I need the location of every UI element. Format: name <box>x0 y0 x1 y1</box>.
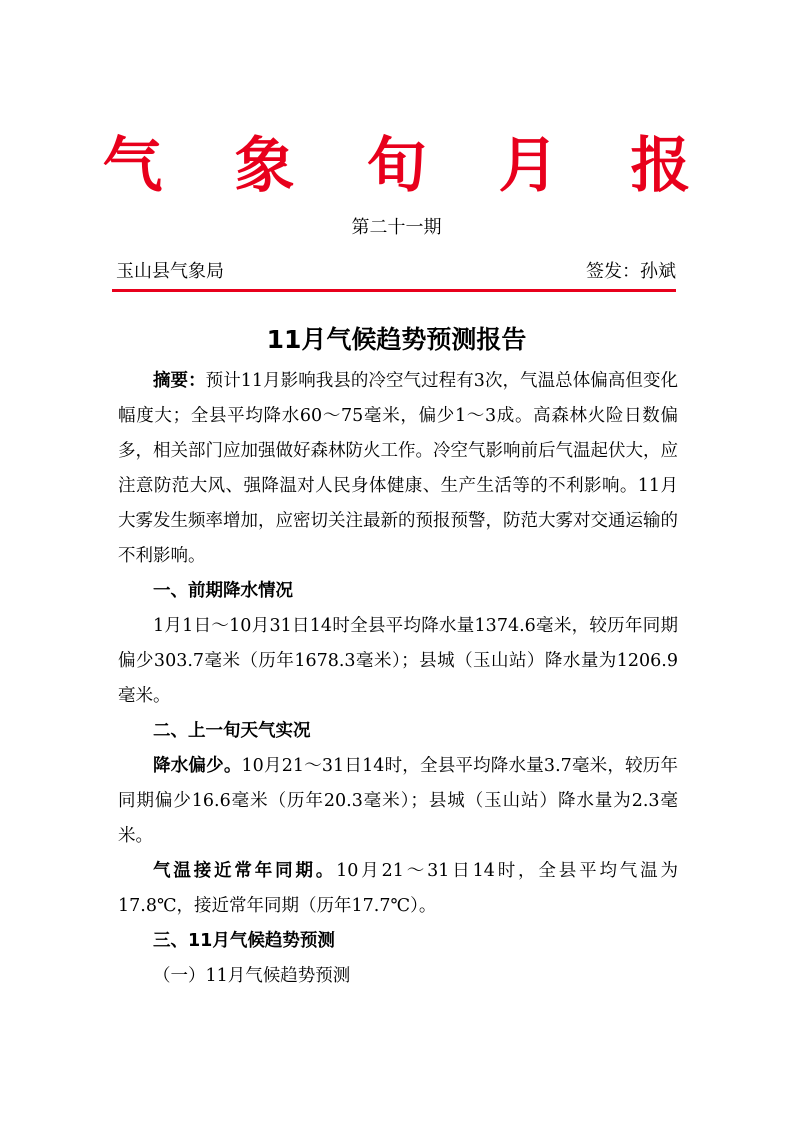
masthead-char: 报 <box>630 131 691 201</box>
subsection-heading: （一）11月气候趋势预测 <box>153 966 351 986</box>
rain-paragraph <box>118 749 678 854</box>
temperature-paragraph <box>118 854 678 924</box>
summary-paragraph <box>118 364 678 574</box>
signer: 签发：孙斌 <box>586 261 676 282</box>
temperature-text: 10月21～31日14时，全县平均气温为17.8℃，接近常年同期（历年17.7℃）。 <box>118 861 679 916</box>
rain-label: 降水偏少。 <box>153 756 242 776</box>
temperature-label: 气温接近常年同期。 <box>153 861 337 881</box>
red-divider <box>112 289 676 292</box>
summary-text: 预计11月影响我县的冷空气过程有3次，气温总体偏高但变化幅度大；全县平均降水60～75毫米，偏少1～3成。高森林火险日数偏多，相关部门应加强做好森林防火工作。冷空气影响前后气温起伏大，应注意防范大风、强降温对人民身体健康、生产生活等的不利影响。11月大雾发生频率增加，应密切关注最新的预报预警，防范大雾对交通运输的不利影响。 <box>118 371 679 566</box>
rain-text: 10月21～31日14时，全县平均降水量3.7毫米，较历年同期偏少16.6毫米（历年20.3毫米）；县城（玉山站）降水量为2.3毫米。 <box>118 756 679 846</box>
publisher: 玉山县气象局 <box>116 261 224 282</box>
section-heading: 二、上一旬天气实况 <box>153 721 311 741</box>
masthead-char: 月 <box>498 131 559 201</box>
meta-line <box>116 260 676 284</box>
masthead-char: 气 <box>102 131 163 201</box>
section-heading: 三、11月气候趋势预测 <box>153 931 335 951</box>
issue-number: 第二十一期 <box>351 217 442 238</box>
section1-paragraph: 1月1日～10月31日14时全县平均降水量1374.6毫米，较历年同期偏少303.7毫米（历年1678.3毫米）；县城（玉山站）降水量为1206.9毫米。 <box>118 616 678 706</box>
masthead-char: 象 <box>234 131 295 201</box>
masthead-title <box>0 126 793 206</box>
report-title: 11月气候趋势预测报告 <box>266 325 527 354</box>
report-body <box>118 364 678 994</box>
summary-label: 摘要： <box>153 371 206 391</box>
section-heading: 一、前期降水情况 <box>153 581 293 601</box>
masthead-char: 旬 <box>366 131 427 201</box>
